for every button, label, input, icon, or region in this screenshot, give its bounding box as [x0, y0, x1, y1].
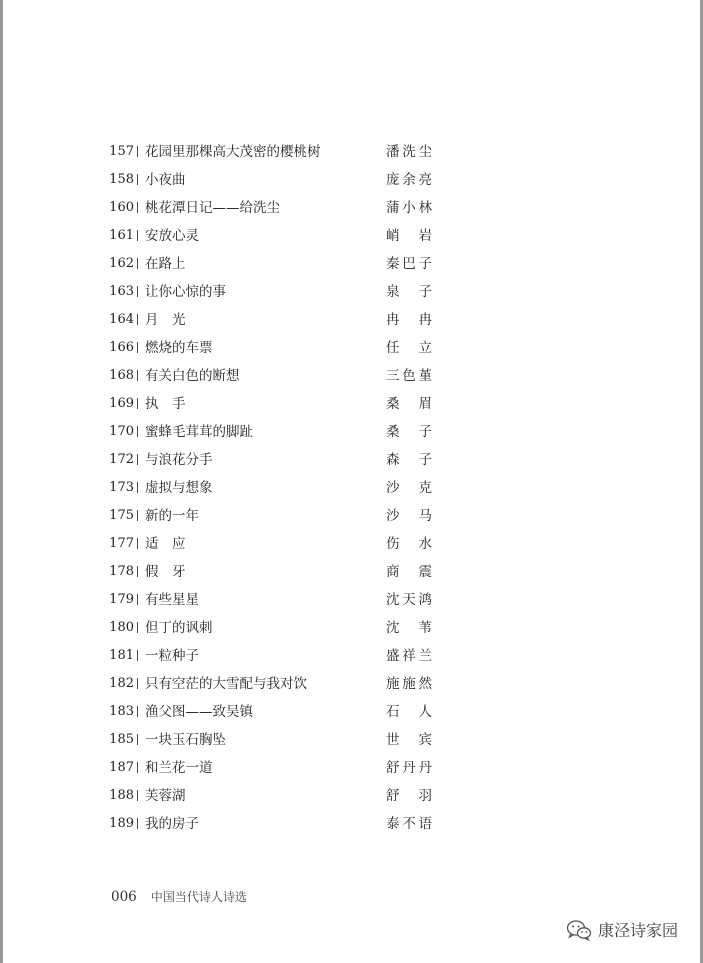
toc-entry: [108, 310, 433, 338]
toc-separator: [137, 174, 138, 185]
toc-entry: [108, 562, 433, 590]
toc-author: 泰不语: [386, 816, 433, 832]
toc-page-number: 172: [109, 452, 134, 467]
toc-poem-title: 一块玉石胸坠: [145, 732, 226, 748]
toc-page-number: 178: [109, 564, 134, 579]
toc-poem-title: 月 光: [145, 312, 186, 328]
toc-separator: [137, 258, 138, 269]
toc-page-number: 163: [109, 284, 134, 299]
toc-separator: [137, 538, 138, 549]
toc-author: 任 立: [386, 340, 433, 356]
toc-entry: [108, 590, 433, 618]
toc-entry: [108, 758, 433, 786]
wechat-icon: [566, 919, 592, 941]
toc-page-number: 161: [109, 228, 134, 243]
toc-poem-title: 蜜蜂毛茸茸的脚趾: [145, 424, 253, 440]
toc-entry: [108, 646, 433, 674]
toc-entry: [108, 786, 433, 814]
toc-entry: [108, 506, 433, 534]
toc-separator: [137, 286, 138, 297]
toc-author: 沈天鸿: [386, 592, 433, 608]
toc-author: 沈 苇: [386, 620, 433, 636]
toc-page-number: 177: [109, 536, 134, 551]
toc-separator: [137, 482, 138, 493]
toc-author: 桑 子: [386, 424, 433, 440]
toc-separator: [137, 790, 138, 801]
toc-poem-title: 小夜曲: [145, 172, 186, 188]
toc-entry: [108, 478, 433, 506]
toc-separator: [137, 594, 138, 605]
toc-page-number: 179: [109, 592, 134, 607]
toc-separator: [137, 454, 138, 465]
toc-separator: [137, 622, 138, 633]
toc-author: 商 震: [386, 564, 433, 580]
footer-book-title: 中国当代诗人诗选: [150, 890, 247, 904]
toc-author: 施施然: [386, 676, 433, 692]
toc-poem-title: 与浪花分手: [145, 452, 213, 468]
toc-separator: [137, 818, 138, 829]
toc-author: 世 宾: [386, 732, 433, 748]
toc-poem-title: 但丁的讽刺: [145, 620, 213, 636]
toc-page-number: 168: [109, 368, 134, 383]
toc-entry: [108, 730, 433, 758]
toc-poem-title: 在路上: [145, 256, 186, 272]
toc-page-number: 158: [109, 172, 134, 187]
toc-poem-title: 有关白色的断想: [145, 368, 240, 384]
toc-page-number: 188: [109, 788, 134, 803]
toc-separator: [137, 510, 138, 521]
toc-page-number: 162: [109, 256, 134, 271]
toc-author: 舒 羽: [386, 788, 433, 804]
toc-author: 三色堇: [386, 368, 433, 384]
toc-entry: [108, 534, 433, 562]
toc-page-number: 181: [109, 648, 134, 663]
toc-entry: [108, 226, 433, 254]
toc-page-number: 187: [109, 760, 134, 775]
toc-poem-title: 让你心惊的事: [145, 284, 226, 300]
toc-author: 石 人: [386, 704, 433, 720]
toc-author: 潘洗尘: [386, 144, 433, 160]
toc-entry: [108, 170, 433, 198]
toc-poem-title: 花园里那棵高大茂密的樱桃树: [145, 144, 321, 160]
toc-author: 盛祥兰: [386, 648, 433, 664]
toc-entry: [108, 814, 433, 842]
toc-entry: [108, 142, 433, 170]
toc-page-number: 169: [109, 396, 134, 411]
toc-poem-title: 新的一年: [145, 508, 199, 524]
toc-poem-title: 渔父图——致吴镇: [145, 704, 253, 720]
toc-poem-title: 虚拟与想象: [145, 480, 213, 496]
toc-separator: [137, 398, 138, 409]
watermark-text: 康泾诗家园: [597, 921, 678, 940]
toc-poem-title: 一粒种子: [145, 648, 199, 664]
toc-separator: [137, 342, 138, 353]
toc-author: 桑 眉: [386, 396, 433, 412]
toc-author: 峭 岩: [386, 228, 433, 244]
toc-author: 蒲小林: [386, 200, 433, 216]
toc-page-number: 166: [109, 340, 134, 355]
toc-page-number: 160: [109, 200, 134, 215]
toc-separator: [137, 706, 138, 717]
toc-poem-title: 和兰花一道: [145, 760, 213, 776]
toc-entry: [108, 702, 433, 730]
toc-separator: [137, 314, 138, 325]
toc-separator: [137, 370, 138, 381]
toc-separator: [137, 146, 138, 157]
toc-poem-title: 假 牙: [145, 564, 186, 580]
toc-page-number: 157: [109, 144, 134, 159]
toc-separator: [137, 734, 138, 745]
toc-entry: [108, 338, 433, 366]
toc-author: 伤 水: [386, 536, 433, 552]
toc-entry: [108, 674, 433, 702]
toc-page-number: 189: [109, 816, 134, 831]
toc-poem-title: 只有空茫的大雪配与我对饮: [145, 676, 307, 692]
toc-poem-title: 安放心灵: [145, 228, 199, 244]
toc-author: 森 子: [386, 452, 433, 468]
toc-author: 沙 马: [386, 508, 433, 524]
table-of-contents: [108, 142, 433, 842]
toc-author: 庞余亮: [386, 172, 433, 188]
toc-poem-title: 适 应: [145, 536, 186, 552]
toc-page-number: 175: [109, 508, 134, 523]
toc-author: 秦巴子: [386, 256, 433, 272]
toc-author: 舒丹丹: [386, 760, 433, 776]
toc-page-number: 164: [109, 312, 134, 327]
toc-entry: [108, 366, 433, 394]
toc-separator: [137, 426, 138, 437]
toc-separator: [137, 202, 138, 213]
toc-entry: [108, 450, 433, 478]
toc-poem-title: 我的房子: [145, 816, 199, 832]
toc-page-number: 173: [109, 480, 134, 495]
toc-separator: [137, 650, 138, 661]
toc-author: 泉 子: [386, 284, 433, 300]
watermark: [566, 918, 678, 941]
toc-entry: [108, 254, 433, 282]
toc-separator: [137, 566, 138, 577]
toc-separator: [137, 230, 138, 241]
toc-poem-title: 执 手: [145, 396, 186, 412]
toc-entry: [108, 618, 433, 646]
toc-page-number: 180: [109, 620, 134, 635]
toc-author: 冉 冉: [386, 312, 433, 328]
toc-page-number: 183: [109, 704, 134, 719]
toc-poem-title: 桃花潭日记——给洗尘: [145, 200, 280, 216]
toc-poem-title: 芙蓉湖: [145, 788, 186, 804]
page-footer: [111, 888, 247, 905]
footer-page-number: 006: [111, 889, 137, 905]
toc-entry: [108, 422, 433, 450]
toc-page-number: 182: [109, 676, 134, 691]
toc-page-number: 185: [109, 732, 134, 747]
toc-entry: [108, 394, 433, 422]
toc-separator: [137, 762, 138, 773]
toc-page-number: 170: [109, 424, 134, 439]
toc-poem-title: 有些星星: [145, 592, 199, 608]
toc-separator: [137, 678, 138, 689]
toc-entry: [108, 198, 433, 226]
toc-author: 沙 克: [386, 480, 433, 496]
toc-poem-title: 燃烧的车票: [145, 340, 213, 356]
toc-entry: [108, 282, 433, 310]
